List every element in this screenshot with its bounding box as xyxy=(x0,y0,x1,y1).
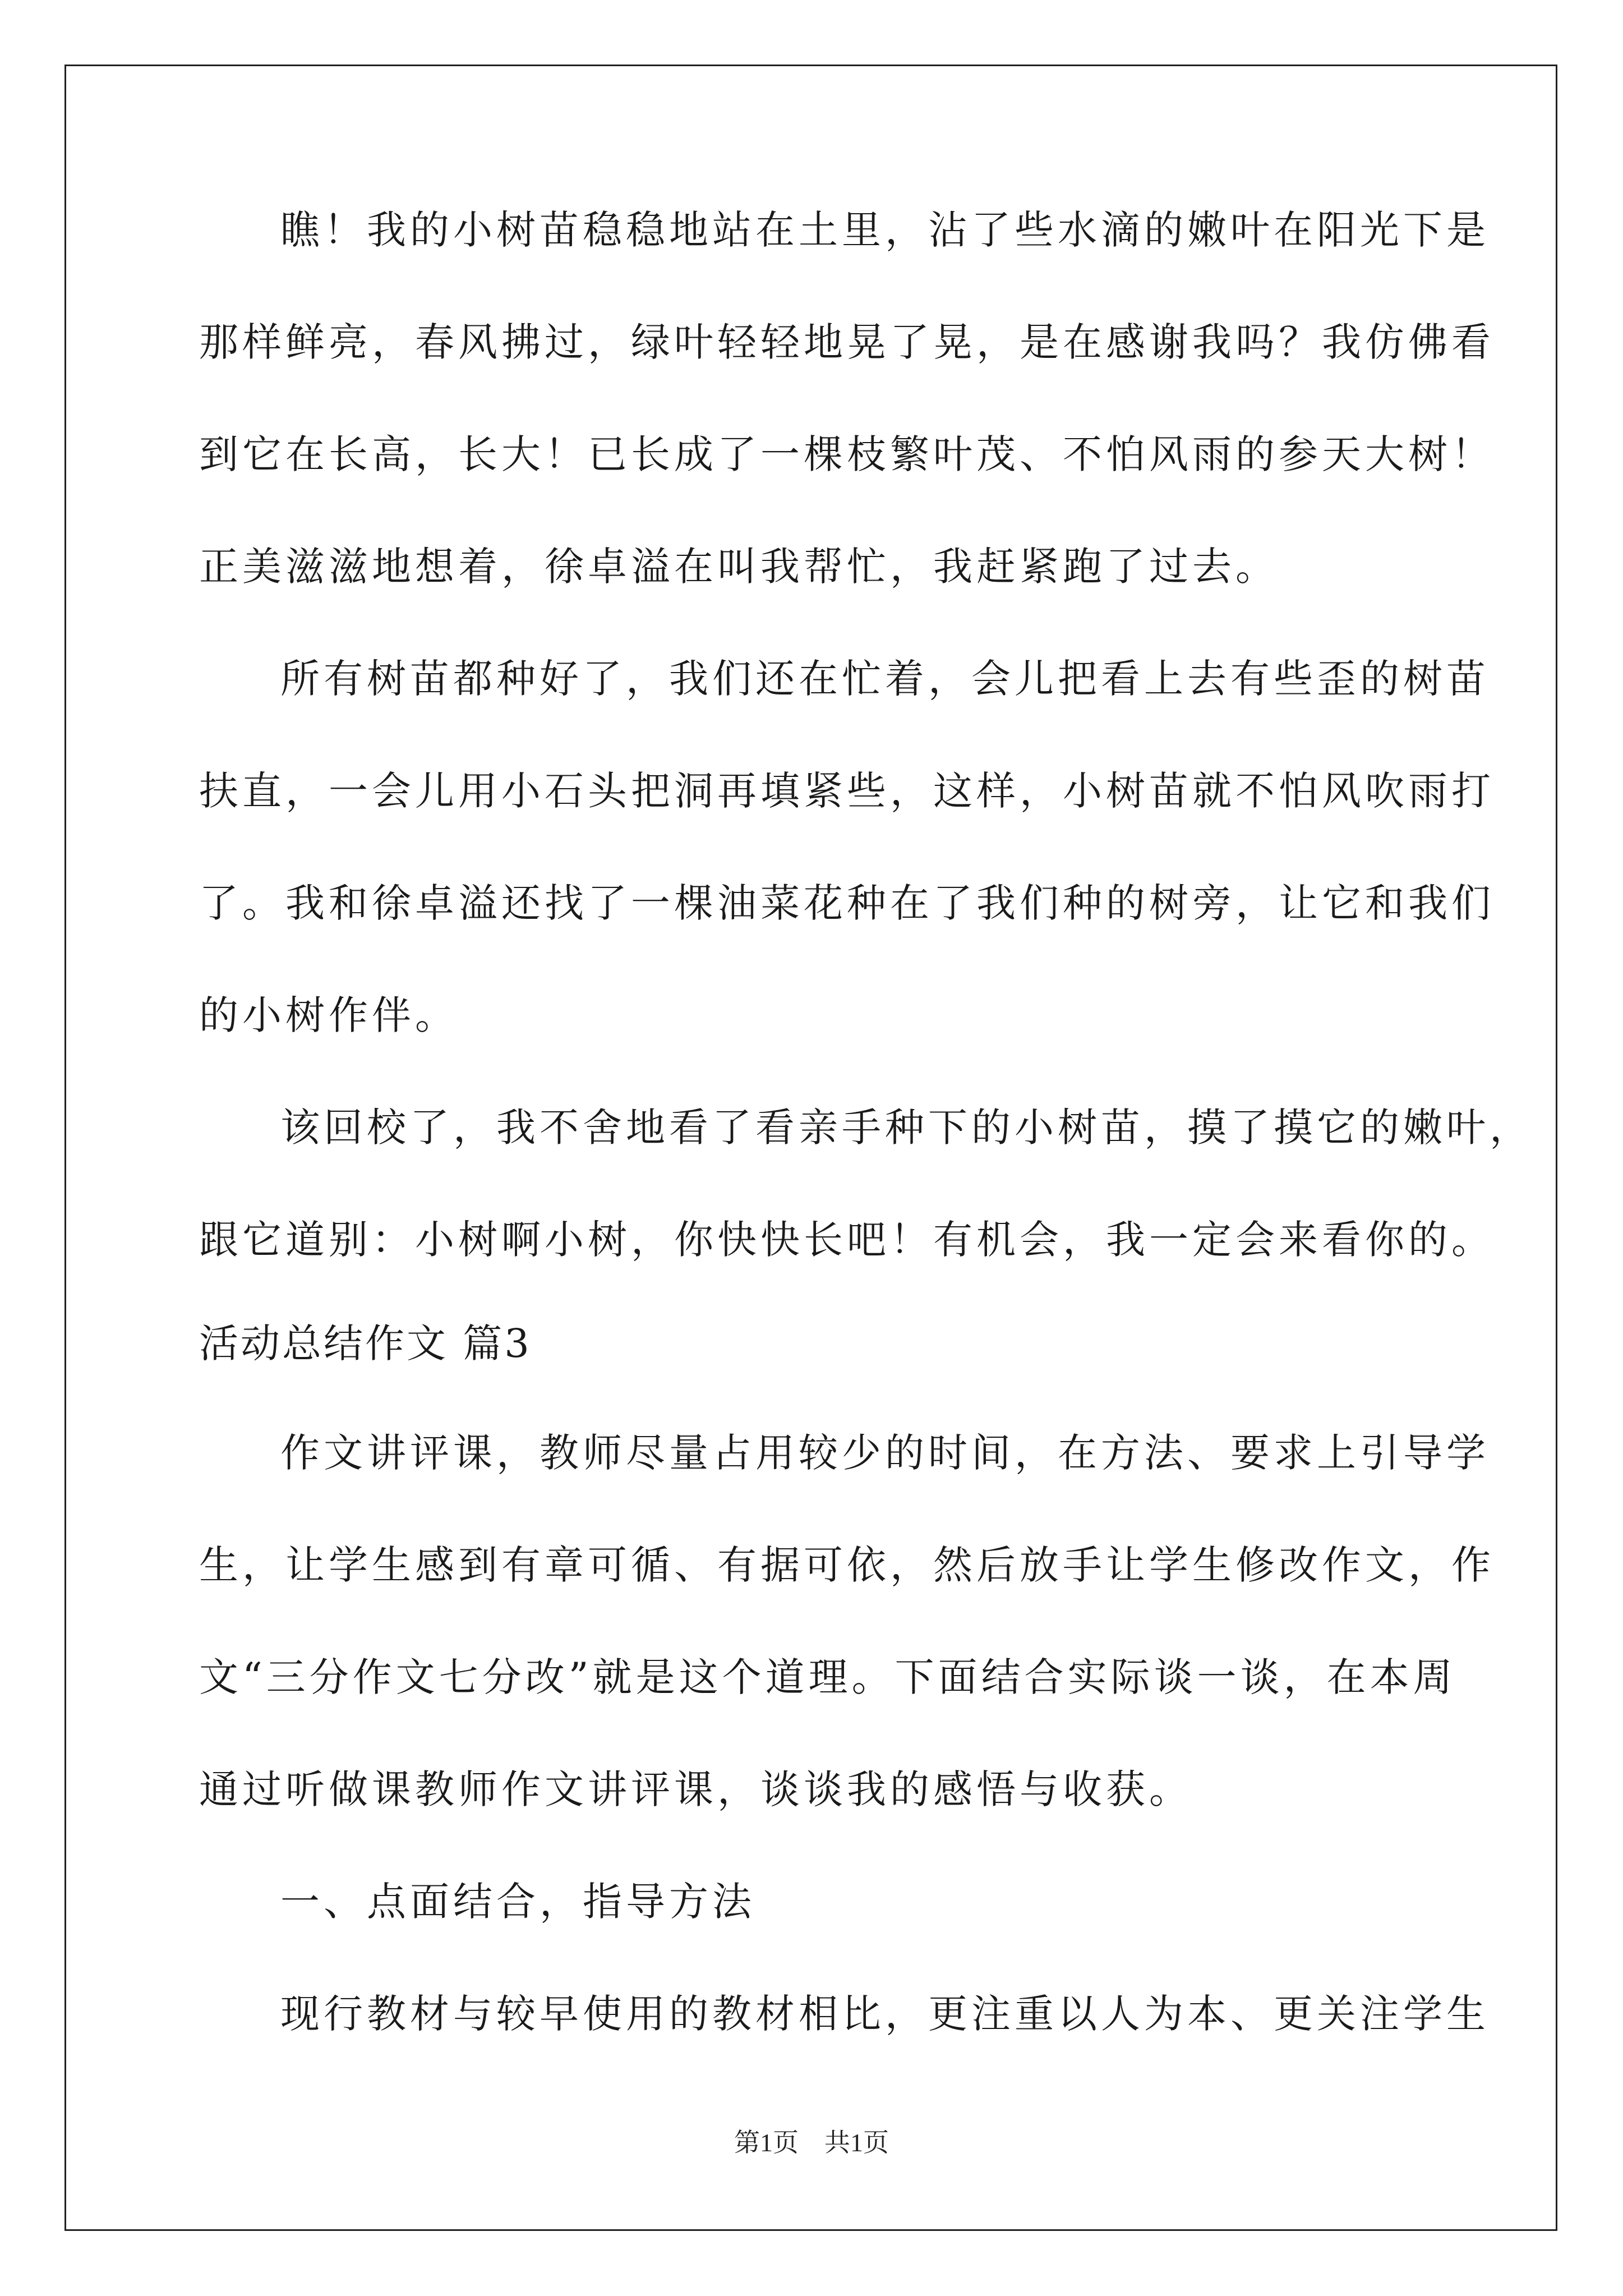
subheading-line: 一、点面结合，指导方法 xyxy=(280,1879,755,1925)
paragraph-line: 作文讲评课，教师尽量占用较少的时间，在方法、要求上引导学 xyxy=(280,1430,1490,1476)
paragraph-line: 文“三分作文七分改”就是这个道理。下面结合实际谈一谈，在本周 xyxy=(199,1654,1456,1700)
paragraph-line: 所有树苗都种好了，我们还在忙着，会儿把看上去有些歪的树苗 xyxy=(280,656,1490,702)
paragraph-line: 跟它道别：小树啊小树，你快快长吧！有机会，我一定会来看你的。 xyxy=(199,1217,1495,1263)
paragraph-line: 那样鲜亮，春风拂过，绿叶轻轻地晃了晃，是在感谢我吗？我仿佛看 xyxy=(199,319,1495,365)
paragraph-line: 扶直，一会儿用小石头把洞再填紧些，这样，小树苗就不怕风吹雨打 xyxy=(199,768,1495,814)
paragraph-line: 瞧！我的小树苗稳稳地站在土里，沾了些水滴的嫩叶在阳光下是 xyxy=(280,207,1490,253)
section-heading: 活动总结作文 篇3 xyxy=(199,1320,532,1366)
paragraph-line: 到它在长高，长大！已长成了一棵枝繁叶茂、不怕风雨的参天大树！ xyxy=(199,431,1495,477)
paragraph-line: 现行教材与较早使用的教材相比，更注重以人为本、更关注学生 xyxy=(280,1991,1490,2037)
paragraph-line: 该回校了，我不舍地看了看亲手种下的小树苗，摸了摸它的嫩叶， xyxy=(280,1105,1533,1151)
paragraph-line: 通过听做课教师作文讲评课，谈谈我的感悟与收获。 xyxy=(199,1766,1192,1812)
paragraph-line: 生，让学生感到有章可循、有据可依，然后放手让学生修改作文，作 xyxy=(199,1542,1495,1588)
page-footer: 第1页 共1页 xyxy=(734,2128,889,2157)
paragraph-line: 正美滋滋地想着，徐卓溢在叫我帮忙，我赶紧跑了过去。 xyxy=(199,544,1279,590)
paragraph-line: 的小树作伴。 xyxy=(199,992,458,1038)
paragraph-line: 了。我和徐卓溢还找了一棵油菜花种在了我们种的树旁，让它和我们 xyxy=(199,880,1495,926)
